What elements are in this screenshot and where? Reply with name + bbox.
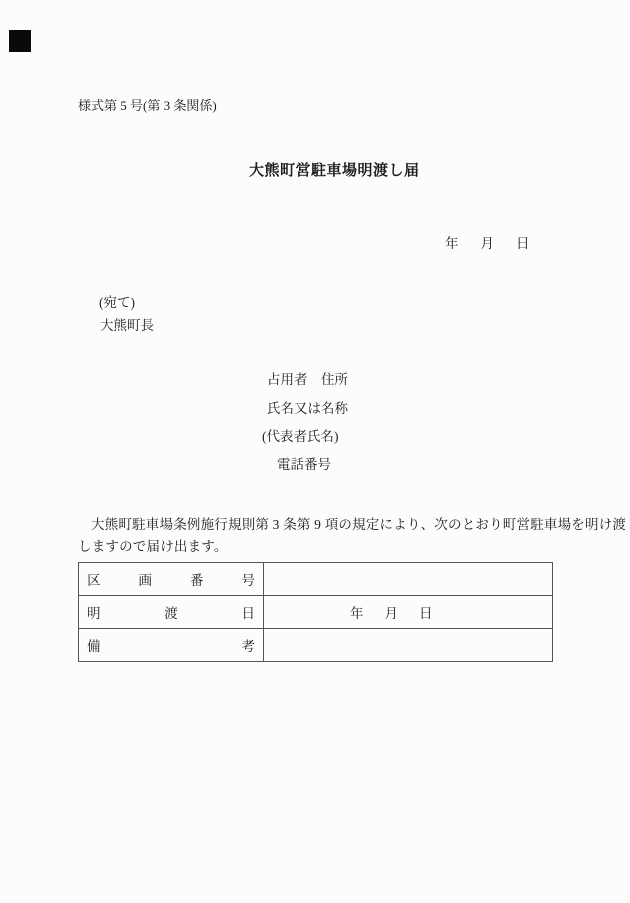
section-number-value bbox=[264, 563, 553, 596]
remarks-value bbox=[264, 629, 553, 662]
applicant-name-label: 氏名又は名称 bbox=[267, 401, 348, 416]
issue-date-line bbox=[445, 232, 530, 252]
row-label-cell bbox=[79, 596, 264, 629]
issue-date-month: 月 bbox=[480, 236, 494, 251]
addressee-note: (宛て) bbox=[99, 295, 135, 310]
applicant-address-label: 占用者 住所 bbox=[267, 372, 348, 387]
issue-date-day: 日 bbox=[516, 236, 530, 251]
form-table bbox=[78, 562, 553, 662]
body-text-line1: 大熊町駐車場条例施行規則第 3 条第 9 項の規定により、次のとおり町営駐車場を明け渡 bbox=[91, 517, 627, 532]
table-row bbox=[79, 563, 553, 596]
form-number: 様式第 5 号(第 3 条関係) bbox=[78, 98, 217, 113]
body-text-line2: しますので届け出ます。 bbox=[78, 539, 228, 554]
corner-mark bbox=[9, 30, 31, 52]
vacate-date-month: 月 bbox=[384, 606, 398, 621]
vacate-date-year: 年 bbox=[350, 606, 364, 621]
table-row bbox=[79, 596, 553, 629]
page-title: 大熊町営駐車場明渡し届 bbox=[249, 163, 420, 179]
table-row bbox=[79, 629, 553, 662]
vacate-date-value bbox=[264, 596, 553, 629]
addressee: 大熊町長 bbox=[100, 318, 154, 333]
row-label-cell bbox=[79, 629, 264, 662]
vacate-date-line bbox=[272, 602, 544, 622]
section-number-label: 区 画 番 号 bbox=[87, 573, 255, 588]
applicant-representative-label: (代表者氏名) bbox=[262, 429, 339, 444]
issue-date-year: 年 bbox=[445, 236, 459, 251]
row-label-cell bbox=[79, 563, 264, 596]
vacate-date-label: 明 渡 日 bbox=[87, 606, 255, 621]
remarks-label: 備 考 bbox=[87, 639, 255, 654]
applicant-phone-label: 電話番号 bbox=[277, 457, 331, 472]
vacate-date-day: 日 bbox=[419, 606, 433, 621]
